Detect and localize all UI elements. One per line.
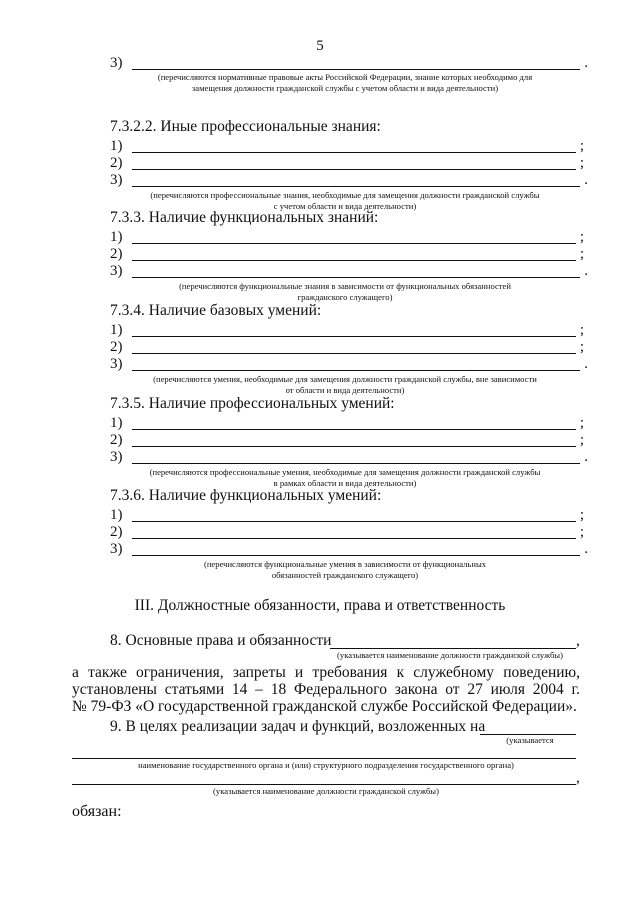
item8-note: (указывается наименование должности гражданской службы) [337,650,563,660]
list-item [110,431,584,449]
fill-line [132,260,576,261]
list-item [110,355,588,373]
list-item [110,262,588,280]
list-item [110,414,584,432]
list-item [110,540,588,558]
fill-line [132,243,576,244]
fill-line [132,152,576,153]
item-number: 3) [110,449,123,465]
item8-line-2: установлены статьями 14 – 18 Федерального закона от 27 июля 2004 г. [72,681,580,698]
fill-line [132,277,580,278]
note-line: с учетом области и вида деятельности) [273,201,417,211]
item-terminator: . [584,356,588,372]
item-terminator: . [584,541,588,557]
item-terminator: . [584,449,588,465]
item9-comma: , [576,769,580,786]
section-note [110,281,580,303]
note-line: (перечисляются нормативные правовые акты Российской Федерации, знание которых необходимо для [157,72,533,82]
item9-text: 9. В целях реализации задач и функций, возложенных на [110,718,486,735]
section-heading: 7.3.5. Наличие профессиональных умений: [110,395,395,412]
item-number: 2) [110,524,123,540]
item-terminator: ; [579,339,584,355]
item-terminator: ; [579,229,584,245]
item8-comma: , [576,632,580,649]
fill-line [132,538,576,539]
list-item [110,171,588,189]
item-terminator: ; [579,432,584,448]
item-number: 3) [110,55,123,71]
item9-fill-line-3 [72,784,576,785]
section-note [110,374,580,396]
fill-line [132,186,580,187]
top-item-note [110,72,580,94]
item-terminator: ; [579,507,584,523]
note-line: от области и вида деятельности) [285,385,405,395]
fill-line [132,353,576,354]
page-number: 5 [316,38,324,54]
section-note [110,559,580,581]
item-number: 3) [110,172,123,188]
item-terminator: . [584,55,588,71]
list-item [110,448,588,466]
fill-line [132,521,576,522]
note-line: обязанностей гражданского служащего) [271,570,419,580]
section-heading: 7.3.3. Наличие функциональных знаний: [110,209,379,226]
note-line: (перечисляются профессиональные умения, необходимые для замещения должности гражданской службы [149,467,541,477]
item-number: 1) [110,229,123,245]
item8-line-1: а также ограничения, запреты и требования к служебному поведению, [72,664,580,681]
item-terminator: ; [579,138,584,154]
note-line: (перечисляются умения, необходимые для замещения должности гражданской службы, вне зависимости [153,374,537,384]
note-line: (перечисляются профессиональные знания, необходимые для замещения должности гражданской службы [150,190,540,200]
note-line: замещения должности гражданской службы с учетом области и вида деятельности) [191,83,499,93]
item9-fill-line-2 [72,758,576,759]
item-number: 1) [110,138,123,154]
item8-fill-line [330,648,576,649]
fill-line [132,463,580,464]
list-item [110,137,584,155]
section-heading: 7.3.4. Наличие базовых умений: [110,302,322,319]
top-item-row [110,54,588,72]
item-terminator: . [584,172,588,188]
list-item [110,245,584,263]
item-terminator: ; [579,322,584,338]
fill-line [132,336,576,337]
item-number: 2) [110,155,123,171]
list-item [110,506,584,524]
list-item [110,523,584,541]
fill-line [132,429,576,430]
item9-note-b: наименование государственного органа и (или) структурного подразделения государственного органа) [138,760,514,770]
note-line: (перечисляются функциональные знания в зависимости от функциональных обязанностей [179,281,511,291]
item-number: 3) [110,356,123,372]
item-terminator: ; [579,246,584,262]
item-terminator: . [584,263,588,279]
section-title: III. Должностные обязанности, права и ответственность [134,597,506,614]
item-number: 3) [110,541,123,557]
list-item [110,228,584,246]
item9-note-a: (указывается [506,735,554,745]
section-heading: 7.3.6. Наличие функциональных умений: [110,487,382,504]
note-line: в рамках области и вида деятельности) [273,478,417,488]
item-number: 1) [110,415,123,431]
section-note [110,467,580,489]
item-number: 2) [110,432,123,448]
closing-word: обязан: [72,803,122,820]
item-number: 3) [110,263,123,279]
item8-text: 8. Основные права и обязанности [110,632,332,649]
note-line: (перечисляются функциональные умения в зависимости от функциональных [203,559,487,569]
fill-line [132,555,580,556]
item-number: 2) [110,339,123,355]
item-number: 2) [110,246,123,262]
list-item [110,338,584,356]
list-item [110,154,584,172]
item-terminator: ; [579,415,584,431]
fill-line [132,69,580,70]
item9-note-c: (указывается наименование должности гражданской службы) [213,786,439,796]
list-item [110,321,584,339]
fill-line [132,169,576,170]
item-terminator: ; [579,155,584,171]
fill-line [132,446,576,447]
item-number: 1) [110,507,123,523]
item-terminator: ; [579,524,584,540]
item8-line-3: № 79-ФЗ «О государственной гражданской службе Российской Федерации». [72,698,577,715]
note-line: гражданского служащего) [297,292,393,302]
item-number: 1) [110,322,123,338]
section-heading: 7.3.2.2. Иные профессиональные знания: [110,118,381,135]
fill-line [132,370,580,371]
